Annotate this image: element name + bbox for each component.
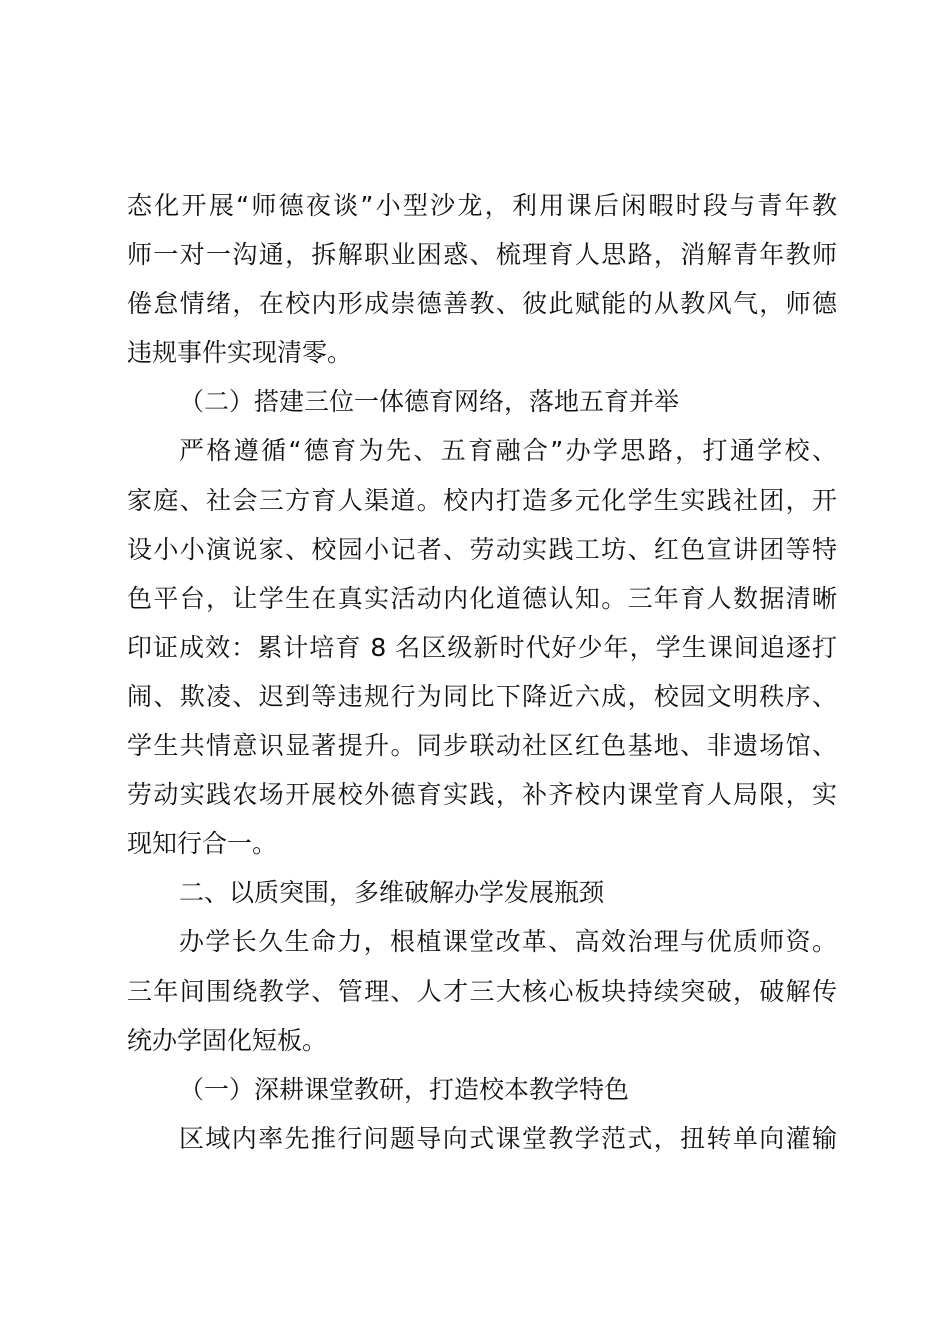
text-line: 劳动实践农场开展校外德育实践，补齐校内课堂育人局限，实 — [127, 780, 837, 810]
text-line: 设小小演说家、校园小记者、劳动实践工坊、红色宣讲团等特 — [127, 534, 837, 564]
text-line: 办学长久生命力，根植课堂改革、高效治理与优质师资。 — [179, 927, 837, 957]
text-line: 印证成效：累计培育 8 名区级新时代好少年，学生课间追逐打 — [127, 632, 837, 662]
text-line: 师一对一沟通，拆解职业困惑、梳理育人思路，消解青年教师 — [127, 240, 837, 270]
text-line: 严格遵循“德育为先、五育融合”办学思路，打通学校、 — [179, 436, 837, 466]
text-line: 色平台，让学生在真实活动内化道德认知。三年育人数据清晰 — [127, 583, 837, 613]
text-line: 违规事件实现清零。 — [127, 338, 353, 368]
text-line: 区域内率先推行问题导向式课堂教学范式，扭转单向灌输 — [179, 1123, 837, 1153]
body-text — [127, 181, 837, 1163]
text-line: 现知行合一。 — [127, 829, 278, 859]
text-line: 统办学固化短板。 — [127, 1025, 328, 1055]
text-line: 家庭、社会三方育人渠道。校内打造多元化学生实践社团，开 — [127, 485, 837, 515]
text-line: 闹、欺凌、迟到等违规行为同比下降近六成，校园文明秩序、 — [127, 681, 837, 711]
text-line: 态化开展“师德夜谈”小型沙龙，利用课后闲暇时段与青年教 — [127, 191, 837, 220]
text-line: （一）深耕课堂教研，打造校本教学特色 — [179, 1074, 630, 1104]
text-line: 倦怠情绪，在校内形成崇德善教、彼此赋能的从教风气，师德 — [127, 289, 837, 319]
text-line: （二）搭建三位一体德育网络，落地五育并举 — [179, 387, 680, 417]
text-line: 学生共情意识显著提升。同步联动社区红色基地、非遗场馆、 — [127, 731, 837, 761]
text-line: 二、以质突围，多维破解办学发展瓶颈 — [179, 878, 605, 908]
text-line: 三年间围绕教学、管理、人才三大核心板块持续突破，破解传 — [127, 976, 837, 1006]
